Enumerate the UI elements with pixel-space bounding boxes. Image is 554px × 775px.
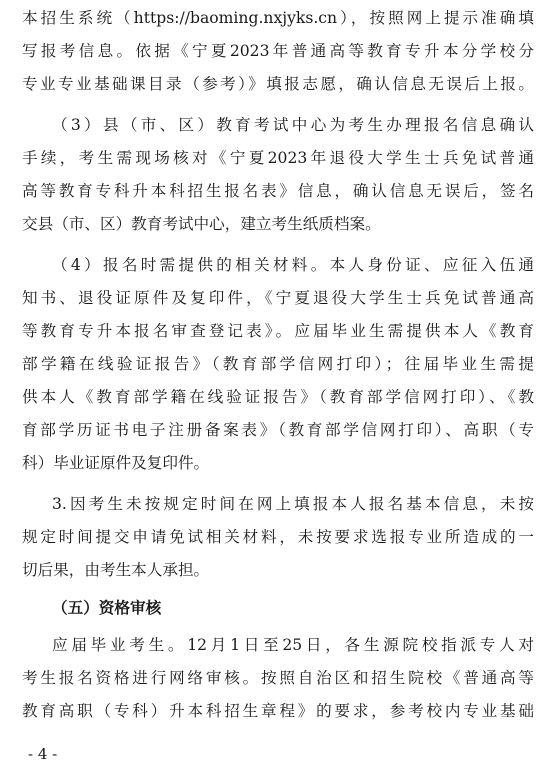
text-line-19: 考生报名资格进行网络审核。按照自治区和招生院校《普通高等: [22, 669, 534, 687]
text-line-7: 交县（市、区）教育考试中心，建立考生纸质档案。: [22, 215, 381, 233]
text-line-18: 应届毕业考生。12月1日至25日，各生源院校指派专人对: [52, 636, 534, 654]
text-line-9: 知书、退役证原件及复印件，《宁夏退役大学生士兵免试普通高: [22, 289, 534, 307]
text-line-4: （3）县（市、区）教育考试中心为考生办理报名信息确认: [52, 116, 534, 134]
text-line-6: 高等教育专科升本科招生报名表》信息，确认信息无误后，签名: [22, 182, 534, 200]
text-line-2: 写报考信息。依据《宁夏2023年普通高等教育专升本分学校分: [22, 42, 534, 60]
text-line-3: 专业专业基础课目录（参考）》填报志愿，确认信息无误后上报。: [22, 75, 534, 93]
text-line-8: （4）报名时需提供的相关材料。本人身份证、应征入伍通: [52, 256, 534, 274]
text-line-16: 规定时间提交申请免试相关材料，未按要求选报专业所造成的一: [22, 528, 534, 546]
text-line-14: 科）毕业证原件及复印件。: [22, 454, 210, 472]
section-heading: （五）资格审核: [52, 598, 162, 617]
text-line-15: 3.因考生未按规定时间在网上填报本人报名基本信息，未按: [52, 495, 534, 513]
text-line-10: 等教育专升本报名审查登记表》。应届毕业生需提供本人《教育: [22, 322, 534, 340]
text-line-12: 供本人《教育部学籍在线验证报告》（教育部学信网打印）、《教: [22, 388, 534, 406]
text-line-17: 切后果，由考生本人承担。: [22, 561, 210, 579]
page-number: - 4 -: [28, 745, 58, 763]
text-line-11: 部学籍在线验证报告》（教育部学信网打印）；往届毕业生需提: [22, 355, 534, 373]
text-line-20: 教育高职（专科）升本科招生章程》的要求，参考校内专业基础: [22, 702, 534, 720]
text-line-5: 手续，考生需现场核对《宁夏2023年退役大学生士兵免试普通: [22, 149, 534, 167]
text-line-1: 本招生系统（https://baoming.nxjyks.cn），按照网上提示准确填: [22, 9, 534, 27]
text-line-13: 育部学历证书电子注册备案表》（教育部学信网打印）、高职（专: [22, 421, 534, 439]
